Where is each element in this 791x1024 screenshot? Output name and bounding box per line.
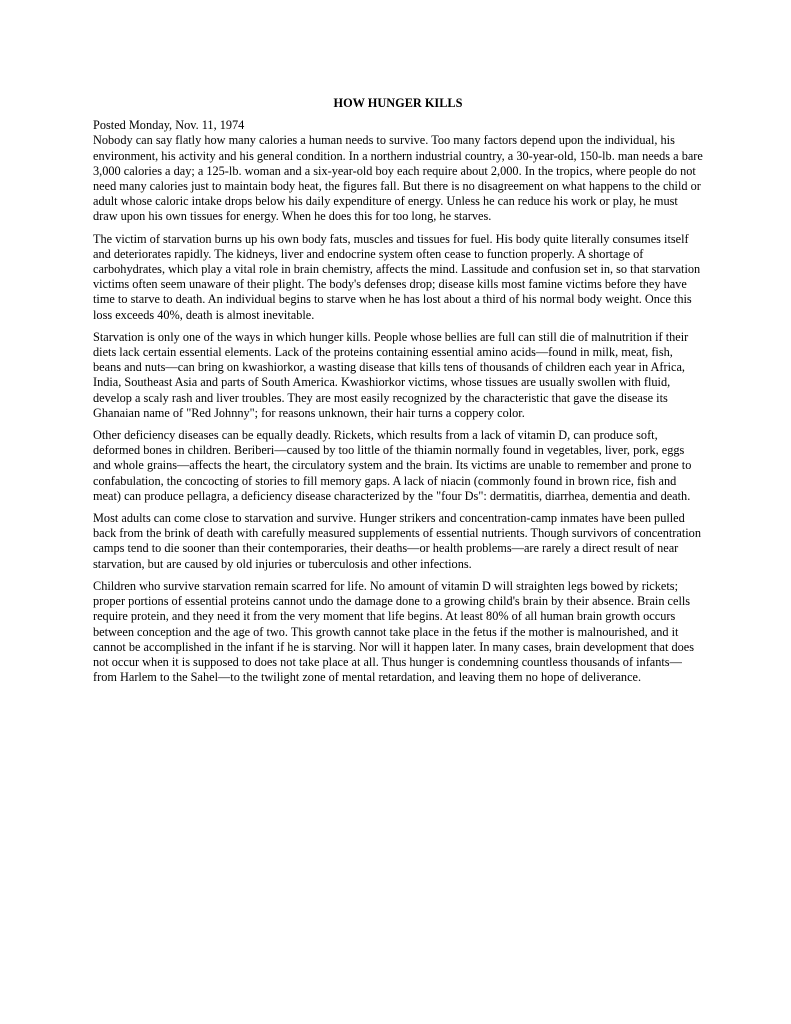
paragraph: Nobody can say flatly how many calories a human needs to survive. Too many factors depend upon the individual, his environment, his activity and his general condition. In a northern industrial country, a 30-year-old, 150-lb. man needs a bare 3,000 calories a day; a 125-lb. woman and a six-year-old boy each require about 2,000. In the tropics, where people do not need many calories just to maintain body heat, the figures fall. But there is no disagreement on what happens to the child or adult whose caloric intake drops below his daily expenditure of energy. Unless he can reduce his work or play, he must draw upon his own tissues for energy. When he does this for too long, he starves. <box>93 133 703 224</box>
paragraph: Children who survive starvation remain scarred for life. No amount of vitamin D will straighten legs bowed by rickets; proper portions of essential proteins cannot undo the damage done to a growing child's brain by their absence. Brain cells require protein, and they need it from the very moment that life begins. At least 80% of all human brain growth occurs between conception and the age of two. This growth cannot take place in the fetus if the mother is malnourished, and it cannot be accomplished in the infant if he is starving. Nor will it happen later. In many cases, brain development that does not occur when it is supposed to does not take place at all. Thus hunger is condemning countless thousands of infants—from Harlem to the Sahel—to the twilight zone of mental retardation, and leaving them no hope of deliverance. <box>93 578 695 685</box>
document-title: HOW HUNGER KILLS <box>333 96 463 110</box>
document-page <box>93 96 703 692</box>
paragraph: Other deficiency diseases can be equally deadly. Rickets, which results from a lack of vitamin D, can produce soft, deformed bones in children. Beriberi—caused by too little of the thiamin normally found in vegetables, liver, pork, eggs and whole grains—affects the heart, the circulatory system and the brain. Its victims are unable to remember and prone to confabulation, the concocting of stories to fill memory gaps. A lack of niacin (commonly found in brown rice, fish and meat) can produce pellagra, a deficiency disease characterized by the "four Ds": dermatitis, diarrhea, dementia and death. <box>93 428 692 503</box>
paragraph: Most adults can come close to starvation and survive. Hunger strikers and concentration-camp inmates have been pulled back from the brink of death with carefully measured supplements of essential nutrients. Though survivors of concentration camps tend to die sooner than their contemporaries, their deaths—or health problems—are rarely a direct result of near starvation, but are caused by old injuries or tuberculosis and other infections. <box>93 511 701 571</box>
paragraph: Starvation is only one of the ways in which hunger kills. People whose bellies are full can still die of malnutrition if their diets lack certain essential elements. Lack of the proteins containing essential amino acids—found in milk, meat, fish, beans and nuts—can bring on kwashiorkor, a wasting disease that kills tens of thousands of children each year in Africa, India, Southeast Asia and parts of South America. Kwashiorkor victims, whose tissues are usually swollen with fluid, develop a scaly rash and liver troubles. They are most easily recognized by the characteristic that gave the disease its Ghanaian name of "Red Johnny"; for reasons unknown, their hair turns a coppery color. <box>93 329 689 420</box>
paragraph: The victim of starvation burns up his own body fats, muscles and tissues for fuel. His body quite literally consumes itself and deteriorates rapidly. The kidneys, liver and endocrine system often cease to function properly. A shortage of carbohydrates, which play a vital role in brain chemistry, affects the mind. Lassitude and confusion set in, so that starvation victims often seem unaware of their plight. The body's defenses drop; disease kills most famine victims before they have time to starve to death. An individual begins to starve when he has lost about a third of his normal body weight. Once this loss exceeds 40%, death is almost inevitable. <box>93 231 701 322</box>
posted-date: Posted Monday, Nov. 11, 1974 <box>93 118 245 133</box>
